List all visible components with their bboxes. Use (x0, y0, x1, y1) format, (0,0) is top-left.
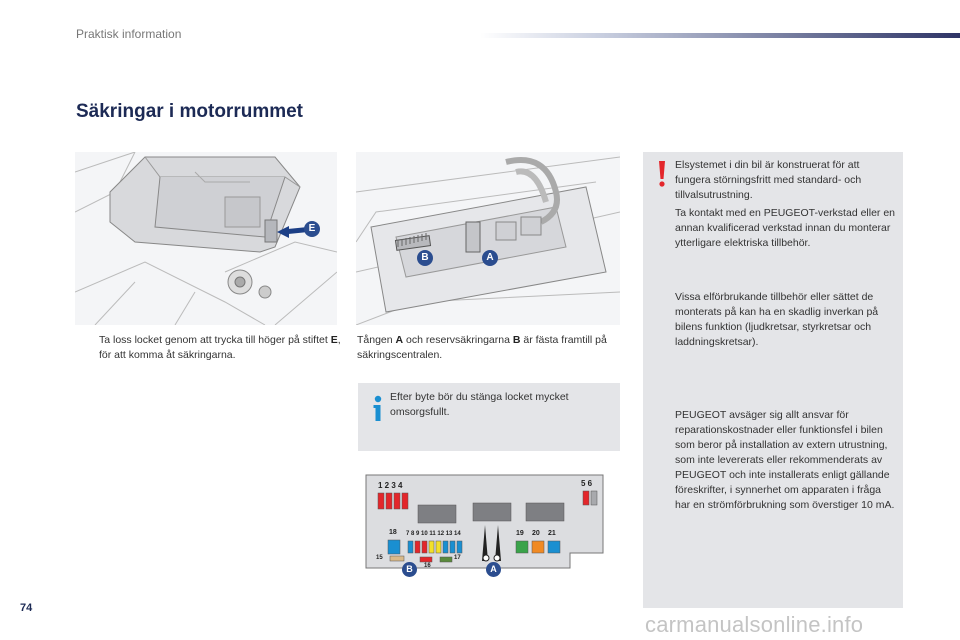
desc-part: och reservsäkringarna (403, 334, 513, 346)
watermark-text: carmanualsonline.info (645, 612, 864, 637)
desc-part: är fästa framtill på säkringscentralen. (357, 334, 607, 361)
info-note-box (358, 383, 620, 451)
desc-part: Tången (357, 334, 396, 346)
page-number: 74 (20, 602, 33, 614)
pliers-description (357, 333, 617, 363)
label-e-badge: E (304, 221, 320, 237)
fuse-label-17: 17 (454, 555, 461, 561)
step-text-part: Ta loss locket genom att trycka till höger på stiftet (99, 334, 331, 346)
header-section-title: Praktisk information (76, 27, 182, 41)
warning-panel (643, 152, 903, 608)
warning-exclamation-icon (655, 160, 669, 188)
fuse-label-20: 20 (532, 530, 540, 537)
fuse-label-15: 15 (376, 555, 383, 561)
fuse-box-photo (356, 152, 620, 325)
fuse-label-5-6: 5 6 (581, 479, 593, 488)
fuse-label-18: 18 (389, 529, 397, 536)
warning-paragraph-4: PEUGEOT avsäger sig allt ansvar för reparationskostnader eller funktionsfel i bilen som beror på installation av extern utrustning, som inte levererats eller rekommenderats av PEUGEOT och inte installerats enligt gällande föreskrifter, i synnerhet om apparaten i fråga har en strömförbrukning som överstiger 10 mA. (675, 409, 895, 511)
header-gradient-bar (480, 33, 960, 38)
info-icon (370, 393, 386, 423)
fuse-badge-a: A (486, 562, 501, 577)
step-text-body (99, 333, 343, 363)
warning-paragraph-1: Elsystemet i din bil är konstruerat för att fungera störningsfritt med standard- och tillvalsutrustning. (675, 159, 862, 201)
info-note-text: Efter byte bör du stänga locket mycket omsorgsfullt. (390, 391, 569, 418)
warning-paragraph-2: Ta kontakt med en PEUGEOT-verkstad eller en annan kvalificerad verkstad innan du monterar ytterligare elektriska tillbehör. (675, 207, 896, 249)
fuse-layout-diagram (358, 463, 620, 585)
desc-bold-b: B (512, 334, 521, 346)
label-b-badge: B (417, 250, 433, 266)
step-text-bold: E (330, 334, 338, 346)
fuse-badge-b: B (402, 562, 417, 577)
engine-cover-photo (75, 152, 337, 325)
step-text-part: , för att komma åt säkringarna. (99, 334, 341, 361)
fuse-label-7-14: 7 8 9 10 11 12 13 14 (406, 531, 461, 537)
fuse-label-19: 19 (516, 530, 524, 537)
label-a-badge: A (482, 250, 498, 266)
fuse-label-21: 21 (548, 530, 556, 537)
page-title: Säkringar i motorrummet (76, 101, 303, 122)
fuse-label-16: 16 (424, 563, 431, 569)
warning-paragraph-3: Vissa elförbrukande tillbehör eller sättet de monterats på kan ha en skadlig inverkan på bilens funktion (ljudkretsar, styrkretsar och laddningskretsar). (675, 291, 879, 348)
fuse-label-1-4: 1 2 3 4 (378, 481, 403, 490)
desc-bold-a: A (395, 334, 404, 346)
